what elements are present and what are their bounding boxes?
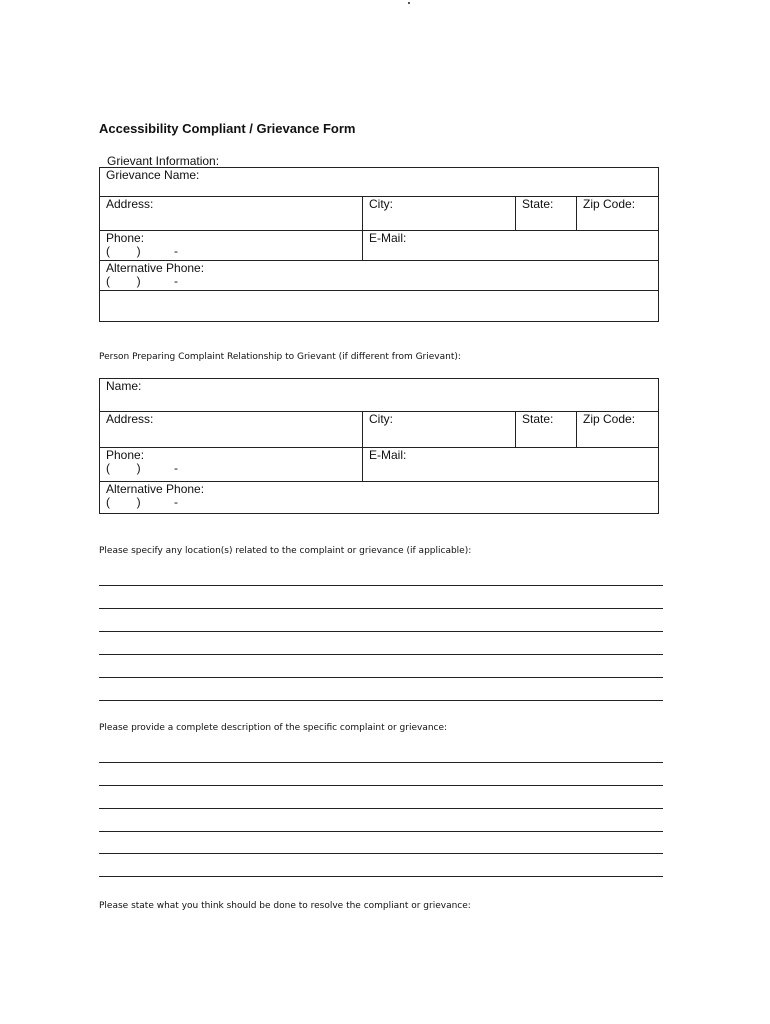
- resolution-prompt: Please state what you think should be done to resolve the compliant or grievance:: [99, 901, 471, 911]
- description-line[interactable]: [99, 762, 663, 763]
- grievant-email-field[interactable]: [363, 231, 659, 261]
- location-line[interactable]: [99, 700, 663, 701]
- grievant-phone-field[interactable]: [100, 231, 363, 261]
- preparer-phone-template: ( ) -: [106, 461, 178, 475]
- preparer-address-field[interactable]: [100, 412, 363, 448]
- preparer-alt-phone-template: ( ) -: [106, 495, 178, 509]
- location-line[interactable]: [99, 654, 663, 655]
- description-prompt: Please provide a complete description of the specific complaint or grievance:: [99, 723, 448, 733]
- preparer-section-label: Person Preparing Complaint Relationship to Grievant (if different from Grievant):: [99, 352, 461, 362]
- preparer-alt-phone-label: Alternative Phone:: [106, 482, 205, 496]
- grievant-address-field[interactable]: [100, 197, 363, 231]
- location-prompt: Please specify any location(s) related to the complaint or grievance (if applicable):: [99, 546, 472, 556]
- preparer-email-label: E-Mail:: [369, 448, 407, 462]
- preparer-name-label: Name:: [106, 379, 142, 393]
- grievant-email-label: E-Mail:: [369, 231, 407, 245]
- grievant-phone-template: ( ) -: [106, 244, 178, 258]
- grievant-state-field[interactable]: [516, 197, 577, 231]
- preparer-address-label: Address:: [106, 412, 154, 426]
- grievant-city-field[interactable]: [363, 197, 516, 231]
- preparer-alt-phone-field[interactable]: [100, 482, 659, 514]
- grievant-section-label: Grievant Information:: [107, 154, 220, 168]
- description-line[interactable]: [99, 785, 663, 786]
- description-line[interactable]: [99, 831, 663, 832]
- grievant-name-label: Grievance Name:: [106, 168, 200, 182]
- grievant-state-label: State:: [522, 197, 554, 211]
- grievant-name-field[interactable]: [100, 168, 659, 197]
- grievant-address-label: Address:: [106, 197, 154, 211]
- preparer-info-table: [99, 378, 659, 514]
- location-line[interactable]: [99, 585, 663, 586]
- grievant-zip-field[interactable]: [577, 197, 659, 231]
- preparer-phone-field[interactable]: [100, 448, 363, 482]
- grievant-info-table: [99, 167, 659, 322]
- location-line[interactable]: [99, 608, 663, 609]
- description-line[interactable]: [99, 853, 663, 854]
- preparer-city-field[interactable]: [363, 412, 516, 448]
- grievant-city-label: City:: [369, 197, 393, 211]
- preparer-name-field[interactable]: [100, 379, 659, 412]
- description-line[interactable]: [99, 876, 663, 877]
- description-line[interactable]: [99, 808, 663, 809]
- location-line[interactable]: [99, 677, 663, 678]
- grievant-phone-label: Phone:: [106, 231, 145, 245]
- form-title: Accessibility Compliant / Grievance Form: [99, 121, 356, 136]
- preparer-email-field[interactable]: [363, 448, 659, 482]
- grievant-zip-label: Zip Code:: [583, 197, 636, 211]
- grievant-blank-row[interactable]: [100, 291, 659, 322]
- preparer-state-label: State:: [522, 412, 554, 426]
- preparer-state-field[interactable]: [516, 412, 577, 448]
- preparer-phone-label: Phone:: [106, 448, 145, 462]
- grievant-alt-phone-template: ( ) -: [106, 274, 178, 288]
- grievant-alt-phone-field[interactable]: [100, 261, 659, 291]
- grievant-alt-phone-label: Alternative Phone:: [106, 261, 205, 275]
- scan-speck: [408, 2, 410, 4]
- preparer-zip-label: Zip Code:: [583, 412, 636, 426]
- preparer-zip-field[interactable]: [577, 412, 659, 448]
- preparer-city-label: City:: [369, 412, 393, 426]
- location-line[interactable]: [99, 631, 663, 632]
